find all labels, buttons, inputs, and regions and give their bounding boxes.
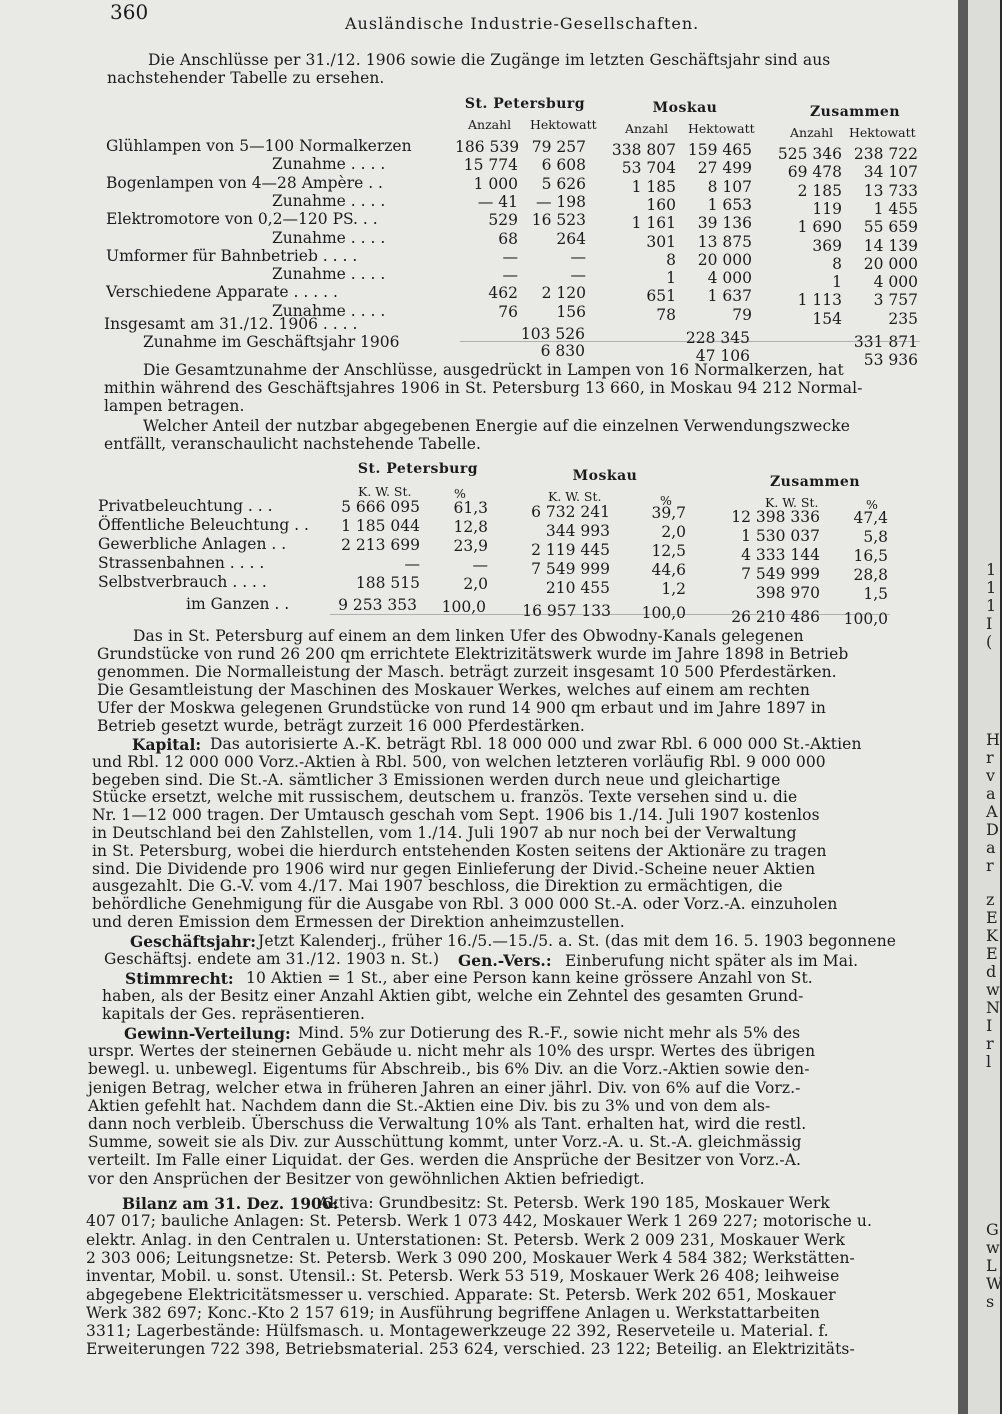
t1-cell-m-hektowatt: 1 653 (707, 195, 752, 214)
t2-total-rule (330, 614, 890, 615)
t1-cell-sp-anzahl: 68 (498, 229, 518, 248)
t2-cell-z-kw: 4 333 144 (741, 546, 820, 564)
t2-header-st-petersburg: St. Petersburg (357, 461, 479, 477)
t1-cell-sp-hektowatt: 2 120 (541, 284, 586, 303)
t2-cell-m-pct: 2,0 (661, 523, 686, 541)
gewinn-line: jenigen Betrag, welcher etwa in früheren Jahren an einer jährl. Div. von 6% auf die Vorz.- (88, 1078, 801, 1097)
t2-cell-z-kw: 12 398 336 (731, 508, 820, 526)
t1-cell-m-anzahl: 53 704 (621, 159, 676, 178)
t1-cell-m-anzahl: 338 807 (611, 141, 676, 159)
adjacent-page-glyph: s (986, 1292, 995, 1311)
t1-total-m: 228 345 (685, 329, 750, 347)
t1-total-z: 331 871 (853, 333, 918, 351)
adjacent-page-glyph: N (986, 998, 1000, 1017)
adjacent-page-glyph: W (986, 1274, 1002, 1293)
para3-line: Die Gesamtleistung der Maschinen des Moskauer Werkes, welches auf einem am rechten (97, 681, 810, 699)
bilanz-line: Werk 382 697; Konc.-Kto 2 157 619; in Ausführung begriffene Anlagen u. Werkstattarbeiten (86, 1303, 820, 1322)
gewinn-line: urspr. Wertes der steinernen Gebäude u. nicht mehr als 10% des urspr. Wertes des übrigen (88, 1042, 816, 1061)
adjacent-page-glyph: z (986, 890, 995, 909)
t2-total-z-k: 26 210 486 (731, 608, 820, 626)
t2-cell-z-kw: 7 549 999 (741, 565, 820, 583)
adjacent-page-glyph: a (986, 838, 996, 857)
t2-cell-m-kw: 2 119 445 (531, 541, 610, 559)
t1-cell-sp-anzahl: 462 (488, 284, 518, 303)
t1-row-label: Elektromotore von 0,2—120 PS. . . (106, 210, 378, 229)
t2-total-m-k: 16 957 133 (522, 602, 611, 620)
stimmrecht-line: haben, als der Besitz einer Anzahl Aktien gibt, welche ein Zehntel des gesamten Grund- (102, 987, 804, 1005)
para3-line: Ufer der Moskwa gelegenen Grundstücke von rund 14 900 qm erbaut und im Jahre 1897 in (97, 699, 826, 717)
t2-total-z-p: 100,0 (843, 610, 888, 628)
kapital-heading: Kapital: (132, 735, 202, 754)
t1-cell-z-anzahl: 1 (832, 273, 842, 292)
t1-cell-sp-anzahl: 529 (488, 211, 518, 230)
t1-total-label: Insgesamt am 31./12. 1906 . . . . (104, 315, 358, 333)
t1-cell-m-anzahl: 301 (646, 232, 676, 251)
kapital-line: und Rbl. 12 000 000 Vorz.-Aktien à Rbl. 500, von welchen letzteren vorläufig Rbl. 9 000 000 (92, 752, 826, 771)
t2-cell-z-kw: 398 970 (755, 584, 820, 602)
adjacent-page-glyph: I (986, 1016, 993, 1035)
t1-cell-z-hektowatt: 3 757 (873, 291, 918, 310)
para3-line: Grundstücke von rund 26 200 qm errichtete Elektrizitätswerk wurde im Jahre 1898 in Betrieb (97, 645, 849, 663)
adjacent-page-glyph: r (986, 748, 994, 767)
t1-cell-m-hektowatt: 27 499 (697, 159, 752, 178)
kapital-line: sind. Die Dividende pro 1906 wird nur gegen Einlieferung der Divid.-Scheine neuer Aktien (92, 859, 816, 878)
page-number: 360 (110, 0, 149, 24)
adjacent-page-glyph: d (986, 962, 997, 981)
adjacent-page-glyph: 1 (986, 578, 997, 597)
t1-row-label: Zunahme . . . . (272, 191, 386, 210)
kapital-line: Das autorisierte A.-K. beträgt Rbl. 18 000 000 und zwar Rbl. 6 000 000 St.-Aktien (210, 735, 862, 753)
t1-sub-hektowatt-z: Hektowatt (849, 125, 916, 140)
t1-cell-z-anzahl: 1 690 (797, 218, 842, 237)
t1-cell-sp-hektowatt: 6 608 (541, 156, 586, 175)
t1-cell-sp-hektowatt: — (570, 266, 586, 285)
stimmrecht-line: 10 Aktien = 1 St., aber eine Person kann keine grössere Anzahl von St. (246, 969, 813, 987)
t1-cell-m-anzahl: 78 (656, 305, 676, 324)
t1-cell-sp-hektowatt: — 198 (535, 192, 586, 211)
t1-header-moskau: Moskau (652, 100, 718, 116)
t2-cell-m-pct: 1,2 (661, 580, 686, 598)
t1-cell-z-anzahl: 119 (812, 199, 842, 218)
running-title: Ausländische Industrie-Gesellschaften. (345, 14, 700, 33)
t2-cell-sp-kw: 188 515 (355, 574, 420, 592)
t1-cell-m-hektowatt: 159 465 (687, 141, 752, 159)
t2-cell-m-pct: 12,5 (651, 542, 686, 560)
bilanz-line: abgegebene Elektricitätsmesser u. verschied. Apparate: St. Petersb. Werk 202 651, Moskauer (86, 1285, 836, 1304)
adjacent-page-glyph: 1 (986, 560, 997, 579)
para1-line-1: Die Gesamtzunahme der Anschlüsse, ausgedrückt in Lampen von 16 Normalkerzen, hat (143, 361, 844, 379)
t1-increase-label: Zunahme im Geschäftsjahr 1906 (143, 333, 400, 351)
adjacent-page-glyph: D (986, 820, 999, 839)
bilanz-line: 2 303 006; Leitungsnetze: St. Petersb. Werk 3 090 200, Moskauer Werk 4 584 382; Werkstätten- (86, 1248, 855, 1267)
t2-cell-sp-pct: 23,9 (453, 537, 488, 555)
kapital-line: Stücke ersetzt, welche mit russischem, deutschem u. französ. Texte versehen sind u. die (92, 788, 798, 807)
adjacent-page-glyph: ( (986, 632, 993, 651)
adjacent-page-glyph: v (986, 766, 996, 785)
t2-cell-sp-pct: 12,8 (453, 518, 488, 536)
adjacent-page-glyph: 1 (986, 596, 997, 615)
t2-cell-m-kw: 210 455 (545, 579, 610, 597)
t2-cell-z-kw: 1 530 037 (741, 527, 820, 545)
t1-sub-anzahl-z: Anzahl (790, 125, 834, 140)
adjacent-page-glyph: w (986, 980, 1000, 999)
para2-line-2: entfällt, veranschaulicht nachstehende Tabelle. (104, 435, 482, 453)
t1-cell-sp-hektowatt: 264 (556, 229, 586, 248)
t2-row-label: Strassenbahnen . . . . (98, 554, 265, 572)
kapital-line: und deren Emission dem Ermessen der Direktion anheimzustellen. (92, 913, 625, 931)
t2-sub-kw-m: K. W. St. (548, 489, 602, 504)
t1-cell-z-hektowatt: 235 (888, 309, 918, 328)
t1-cell-z-anzahl: 154 (812, 309, 842, 328)
t2-cell-m-pct: 44,6 (651, 561, 686, 579)
gewinn-heading: Gewinn-Verteilung: (124, 1024, 291, 1043)
adjacent-page-glyph: G (986, 1220, 999, 1239)
adjacent-page-glyph: E (986, 908, 998, 927)
t2-sub-pct-sp: % (454, 486, 466, 501)
adjacent-page-glyph: r (986, 1034, 994, 1053)
para1-line-2: mithin während des Geschäftsjahres 1906 in St. Petersburg 13 660, in Moskau 94 212 Normal- (104, 379, 863, 397)
kapital-line: in Deutschland bei den Zahlstellen, vom 1./14. Juli 1907 ab nur noch bei der Verwaltung (92, 824, 797, 842)
t1-cell-m-hektowatt: 13 875 (697, 232, 752, 251)
adjacent-page-glyph: A (986, 802, 998, 821)
gewinn-line: verteilt. Im Falle einer Liquidat. der Ges. werden die Ansprüche der Besitzer von Vorz.-A. (88, 1151, 802, 1170)
adjacent-page-glyph: H (986, 730, 1000, 749)
para2-line-1: Welcher Anteil der nutzbar abgegebenen Energie auf die einzelnen Verwendungszwecke (143, 417, 850, 435)
intro-line-1: Die Anschlüsse per 31./12. 1906 sowie die Zugänge im letzten Geschäftsjahr sind aus (148, 51, 831, 69)
t2-header-moskau: Moskau (572, 468, 638, 484)
t1-cell-m-hektowatt: 8 107 (707, 177, 752, 196)
kapital-line: behördliche Genehmigung für die Ausgabe von Rbl. 3 000 000 St.-A. oder Vorz.-A. einzuholen (92, 895, 838, 914)
adjacent-page-glyph: a (986, 784, 996, 803)
t2-sub-kw-sp: K. W. St. (358, 484, 412, 499)
t2-cell-z-pct: 47,4 (853, 509, 888, 527)
gewinn-line: vor den Ansprüchen der Besitzer von gewöhnlichen Aktien befriedigt. (88, 1169, 645, 1188)
t2-cell-m-kw: 6 732 241 (531, 503, 610, 521)
t2-total-label: im Ganzen . . (186, 595, 290, 613)
t1-cell-z-hektowatt: 14 139 (863, 236, 918, 255)
t1-increase-z: 53 936 (863, 351, 918, 369)
t1-row-label: Zunahme . . . . (272, 155, 386, 174)
adjacent-page-glyph: l (986, 1052, 992, 1071)
t2-cell-z-pct: 28,8 (853, 566, 888, 584)
t1-cell-z-hektowatt: 1 455 (873, 199, 918, 218)
adjacent-page-glyph: K (986, 926, 998, 945)
t1-row-label: Bogenlampen von 4—28 Ampère . . (106, 173, 383, 192)
para3-line: Das in St. Petersburg auf einem an dem linken Ufer des Obwodny-Kanals gelegenen (133, 627, 804, 645)
t1-total-rule (460, 341, 920, 342)
t2-cell-sp-pct: — (472, 556, 488, 574)
t2-row-label: Selbstverbrauch . . . . (98, 573, 267, 591)
t1-cell-sp-anzahl: 1 000 (473, 174, 518, 193)
bilanz-heading: Bilanz am 31. Dez. 1906: (122, 1194, 339, 1213)
t1-cell-z-hektowatt: 13 733 (863, 181, 918, 200)
t1-header-st-petersburg: St. Petersburg (464, 96, 586, 112)
gewinn-line: bewegl. u. unbewegl. Eigentums für Abschreib., bis 6% Div. an die Vorz.-Aktien sowie den- (88, 1060, 810, 1079)
t2-cell-m-kw: 7 549 999 (531, 560, 610, 578)
geschaeftsjahr-line-1: Jetzt Kalenderj., früher 16./5.—15./5. a. St. (das mit dem 16. 5. 1903 begonnene (258, 932, 897, 950)
t2-cell-m-kw: 344 993 (545, 522, 610, 540)
bilanz-line: 407 017; bauliche Anlagen: St. Petersb. Werk 1 073 442, Moskauer Werk 1 269 227; motorische u. (86, 1212, 872, 1231)
t1-cell-sp-hektowatt: 79 257 (531, 138, 586, 156)
t1-cell-sp-hektowatt: — (570, 247, 586, 266)
t1-cell-sp-hektowatt: 5 626 (541, 174, 586, 193)
t1-cell-m-anzahl: 8 (666, 250, 676, 269)
t1-increase-sp: 6 830 (540, 342, 585, 360)
t2-sub-pct-m: % (660, 493, 672, 508)
kapital-line: begeben sind. Die St.-A. sämtlicher 3 Emissionen werden durch neue und gleichartige (92, 770, 781, 789)
t2-cell-sp-kw: 2 213 699 (341, 536, 420, 554)
t1-cell-m-anzahl: 1 (666, 269, 676, 288)
t1-cell-z-anzahl: 8 (832, 254, 842, 273)
genvers-text: Einberufung nicht später als im Mai. (565, 952, 859, 970)
t2-cell-sp-pct: 2,0 (463, 575, 488, 593)
t2-row-label: Öffentliche Beleuchtung . . (98, 516, 309, 534)
t2-cell-z-pct: 5,8 (863, 528, 888, 546)
t1-sub-hektowatt-m: Hektowatt (688, 121, 755, 136)
t2-cell-sp-pct: 61,3 (453, 499, 488, 517)
t1-cell-m-hektowatt: 79 (732, 305, 752, 324)
t1-cell-z-hektowatt: 238 722 (853, 145, 918, 163)
adjacent-page-glyph: L (986, 1256, 997, 1275)
t1-cell-sp-anzahl: 76 (498, 302, 518, 321)
t1-cell-sp-hektowatt: 16 523 (531, 211, 586, 230)
gewinn-line: Summe, soweit sie als Div. zur Ausschüttung kommt, unter Vorz.-A. u. St.-A. gleichmässig (88, 1133, 802, 1152)
t1-sub-hektowatt-sp: Hektowatt (530, 117, 597, 132)
kapital-line: in St. Petersburg, wobei die hierdurch entstehenden Kosten seitens der Aktionäre zu tragen (92, 841, 827, 860)
t2-cell-sp-kw: 1 185 044 (341, 517, 420, 535)
para1-line-3: lampen betragen. (104, 397, 245, 415)
adjacent-page-glyph: E (986, 944, 998, 963)
t1-increase-m: 47 106 (695, 347, 750, 365)
bilanz-line: elektr. Anlag. in den Centralen u. Unterstationen: St. Petersb. Werk 2 009 231, Moskauer Werk (86, 1230, 846, 1249)
genvers-heading: Gen.-Vers.: (458, 951, 552, 970)
t1-sub-anzahl-sp: Anzahl (468, 117, 512, 132)
geschaeftsjahr-heading: Geschäftsjahr: (130, 932, 256, 951)
t1-sub-anzahl-m: Anzahl (625, 121, 669, 136)
adjacent-page-strip (968, 0, 1000, 1414)
t1-cell-sp-anzahl: — (502, 247, 518, 266)
t1-cell-sp-anzahl: — 41 (477, 192, 518, 211)
intro-line-2: nachstehender Tabelle zu ersehen. (107, 69, 385, 87)
t1-cell-sp-anzahl: 186 539 (455, 138, 520, 156)
para3-line: Betrieb gesetzt wurde, beträgt zurzeit 16 000 Pferdestärken. (97, 717, 585, 735)
t1-cell-m-anzahl: 1 185 (631, 177, 676, 196)
t1-row-label: Verschiedene Apparate . . . . . (106, 283, 338, 302)
adjacent-page-glyph: w (986, 1238, 1000, 1257)
t2-row-label: Privatbeleuchtung . . . (98, 497, 273, 515)
bilanz-line: 3311; Lagerbestände: Hülfsmasch. u. Montagewerkzeuge 22 392, Reserveteile u. Material. f. (86, 1322, 829, 1341)
bilanz-line: inventar, Mobil. u. sonst. Utensil.: St. Petersb. Werk 53 519, Moskauer Werk 26 408; leihweise (86, 1267, 840, 1286)
t2-cell-sp-kw: 5 666 095 (341, 498, 420, 516)
t2-total-sp-k: 9 253 353 (338, 596, 417, 614)
t1-header-zusammen: Zusammen (809, 104, 901, 120)
t1-cell-z-anzahl: 369 (812, 236, 842, 255)
t2-sub-kw-z: K. W. St. (765, 495, 819, 510)
gewinn-line: dann noch verbleib. Überschuss die Verwaltung 10% als Tant. erhalten hat, wird die restl. (88, 1115, 807, 1133)
t1-cell-z-anzahl: 2 185 (797, 181, 842, 200)
gewinn-line: Aktien gefehlt hat. Nachdem dann die St.-Aktien eine Div. bis zu 3% und von dem als- (88, 1096, 771, 1115)
t1-cell-m-anzahl: 1 161 (631, 214, 676, 233)
para3-line: genommen. Die Normalleistung der Masch. beträgt zurzeit insgesamt 10 500 Pferdestärken. (97, 663, 837, 681)
t1-cell-m-hektowatt: 1 637 (707, 287, 752, 306)
adjacent-page-glyph: I (986, 614, 993, 633)
t1-cell-m-anzahl: 160 (646, 195, 676, 214)
t1-cell-sp-anzahl: — (502, 266, 518, 285)
t1-cell-m-anzahl: 651 (646, 287, 676, 306)
t1-cell-z-hektowatt: 55 659 (863, 218, 918, 237)
t1-cell-m-hektowatt: 4 000 (707, 269, 752, 288)
t1-cell-sp-anzahl: 15 774 (463, 156, 518, 175)
t1-cell-m-hektowatt: 20 000 (697, 250, 752, 269)
t2-row-label: Gewerbliche Anlagen . . (98, 535, 287, 553)
t1-cell-sp-hektowatt: 156 (556, 302, 586, 321)
page-edge-shadow (958, 0, 968, 1414)
t2-sub-pct-z: % (866, 497, 878, 512)
t1-cell-z-anzahl: 525 346 (777, 145, 842, 163)
t1-total-sp: 103 526 (520, 325, 585, 343)
t1-cell-z-anzahl: 1 113 (797, 291, 842, 310)
t2-header-zusammen: Zusammen (769, 474, 861, 490)
t1-row-label: Zunahme . . . . (272, 228, 386, 247)
adjacent-page-glyph: r (986, 856, 994, 875)
t2-cell-z-pct: 1,5 (863, 585, 888, 603)
t2-cell-z-pct: 16,5 (853, 547, 888, 565)
t2-cell-m-pct: 39,7 (651, 504, 686, 522)
t1-row-label: Umformer für Bahnbetrieb . . . . (106, 246, 358, 265)
t2-cell-sp-kw: — (404, 555, 420, 573)
t1-cell-z-hektowatt: 20 000 (863, 254, 918, 273)
stimmrecht-line: kapitals der Ges. repräsentieren. (102, 1005, 366, 1023)
gewinn-line: Mind. 5% zur Dotierung des R.-F., sowie nicht mehr als 5% des (298, 1024, 801, 1042)
t2-total-m-p: 100,0 (641, 604, 686, 622)
kapital-line: ausgezahlt. Die G.-V. vom 4./17. Mai 1907 beschloss, die Direktion zu ermächtigen, die (92, 877, 783, 896)
bilanz-line: Aktiva: Grundbesitz: St. Petersb. Werk 190 185, Moskauer Werk (318, 1194, 830, 1212)
t1-row-label: Zunahme . . . . (272, 301, 386, 320)
t1-cell-m-hektowatt: 39 136 (697, 214, 752, 233)
kapital-line: Nr. 1—12 000 tragen. Der Umtausch geschah vom Sept. 1906 bis 1./14. Juli 1907 kostenlos (92, 806, 820, 825)
t1-cell-z-anzahl: 69 478 (787, 163, 842, 182)
bilanz-line: Erweiterungen 722 398, Betriebsmaterial. 253 624, verschied. 23 122; Beteilig. an Elektrizitäts- (86, 1340, 855, 1359)
stimmrecht-heading: Stimmrecht: (125, 969, 234, 988)
t2-total-sp-p: 100,0 (441, 598, 486, 616)
t1-row-label: Glühlampen von 5—100 Normalkerzen (106, 137, 412, 155)
geschaeftsjahr-line-2: Geschäftsj. endete am 31./12. 1903 n. St.) (104, 950, 440, 968)
t1-cell-z-hektowatt: 4 000 (873, 273, 918, 292)
t1-cell-z-hektowatt: 34 107 (863, 163, 918, 182)
t1-row-label: Zunahme . . . . (272, 265, 386, 284)
